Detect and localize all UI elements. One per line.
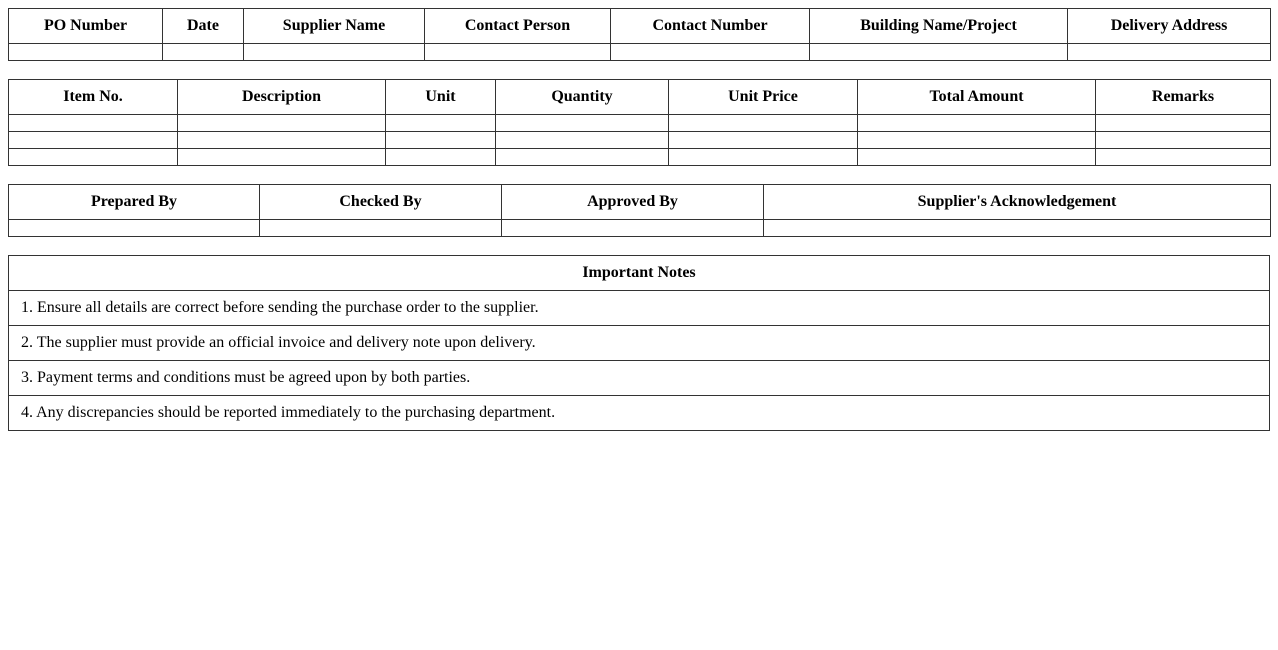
note-item: 4. Any discrepancies should be reported immediately to the purchasing department. xyxy=(9,396,1270,431)
col-building-project: Building Name/Project xyxy=(810,9,1068,44)
note-item: 1. Ensure all details are correct before sending the purchase order to the supplier. xyxy=(9,291,1270,326)
remarks-cell[interactable] xyxy=(1096,149,1271,166)
col-item-no: Item No. xyxy=(9,80,178,115)
table-row xyxy=(9,132,1271,149)
items-header-row xyxy=(9,80,1271,115)
col-supplier-acknowledgement: Supplier's Acknowledgement xyxy=(764,185,1271,220)
notes-header-row xyxy=(9,256,1270,291)
note-row xyxy=(9,361,1270,396)
col-unit: Unit xyxy=(386,80,496,115)
po-header-table xyxy=(8,8,1271,61)
prepared-by-cell[interactable] xyxy=(9,220,260,237)
item-no-cell[interactable] xyxy=(9,115,178,132)
col-unit-price: Unit Price xyxy=(669,80,858,115)
note-row xyxy=(9,291,1270,326)
col-description: Description xyxy=(178,80,386,115)
signatures-header-row xyxy=(9,185,1271,220)
note-row xyxy=(9,396,1270,431)
description-cell[interactable] xyxy=(178,132,386,149)
po-header-row xyxy=(9,9,1271,44)
item-no-cell[interactable] xyxy=(9,149,178,166)
po-number-cell[interactable] xyxy=(9,44,163,61)
table-row xyxy=(9,149,1271,166)
quantity-cell[interactable] xyxy=(496,132,669,149)
contact-number-cell[interactable] xyxy=(611,44,810,61)
supplier-acknowledgement-cell[interactable] xyxy=(764,220,1271,237)
note-row xyxy=(9,326,1270,361)
col-quantity: Quantity xyxy=(496,80,669,115)
unit-price-cell[interactable] xyxy=(669,115,858,132)
items-table xyxy=(8,79,1271,166)
col-prepared-by: Prepared By xyxy=(9,185,260,220)
supplier-name-cell[interactable] xyxy=(244,44,425,61)
col-approved-by: Approved By xyxy=(502,185,764,220)
quantity-cell[interactable] xyxy=(496,149,669,166)
unit-price-cell[interactable] xyxy=(669,132,858,149)
unit-cell[interactable] xyxy=(386,132,496,149)
col-checked-by: Checked By xyxy=(260,185,502,220)
remarks-cell[interactable] xyxy=(1096,115,1271,132)
description-cell[interactable] xyxy=(178,115,386,132)
item-no-cell[interactable] xyxy=(9,132,178,149)
col-delivery-address: Delivery Address xyxy=(1068,9,1271,44)
description-cell[interactable] xyxy=(178,149,386,166)
quantity-cell[interactable] xyxy=(496,115,669,132)
col-remarks: Remarks xyxy=(1096,80,1271,115)
table-row xyxy=(9,220,1271,237)
unit-cell[interactable] xyxy=(386,115,496,132)
total-amount-cell[interactable] xyxy=(858,149,1096,166)
remarks-cell[interactable] xyxy=(1096,132,1271,149)
approved-by-cell[interactable] xyxy=(502,220,764,237)
checked-by-cell[interactable] xyxy=(260,220,502,237)
note-item: 2. The supplier must provide an official invoice and delivery note upon delivery. xyxy=(9,326,1270,361)
table-row xyxy=(9,115,1271,132)
contact-person-cell[interactable] xyxy=(425,44,611,61)
total-amount-cell[interactable] xyxy=(858,115,1096,132)
notes-title: Important Notes xyxy=(9,256,1270,291)
col-contact-number: Contact Number xyxy=(611,9,810,44)
col-total-amount: Total Amount xyxy=(858,80,1096,115)
total-amount-cell[interactable] xyxy=(858,132,1096,149)
col-date: Date xyxy=(163,9,244,44)
unit-price-cell[interactable] xyxy=(669,149,858,166)
col-contact-person: Contact Person xyxy=(425,9,611,44)
note-item: 3. Payment terms and conditions must be agreed upon by both parties. xyxy=(9,361,1270,396)
col-supplier-name: Supplier Name xyxy=(244,9,425,44)
building-project-cell[interactable] xyxy=(810,44,1068,61)
col-po-number: PO Number xyxy=(9,9,163,44)
important-notes-table xyxy=(8,255,1270,431)
delivery-address-cell[interactable] xyxy=(1068,44,1271,61)
date-cell[interactable] xyxy=(163,44,244,61)
unit-cell[interactable] xyxy=(386,149,496,166)
table-row xyxy=(9,44,1271,61)
signatures-table xyxy=(8,184,1271,237)
